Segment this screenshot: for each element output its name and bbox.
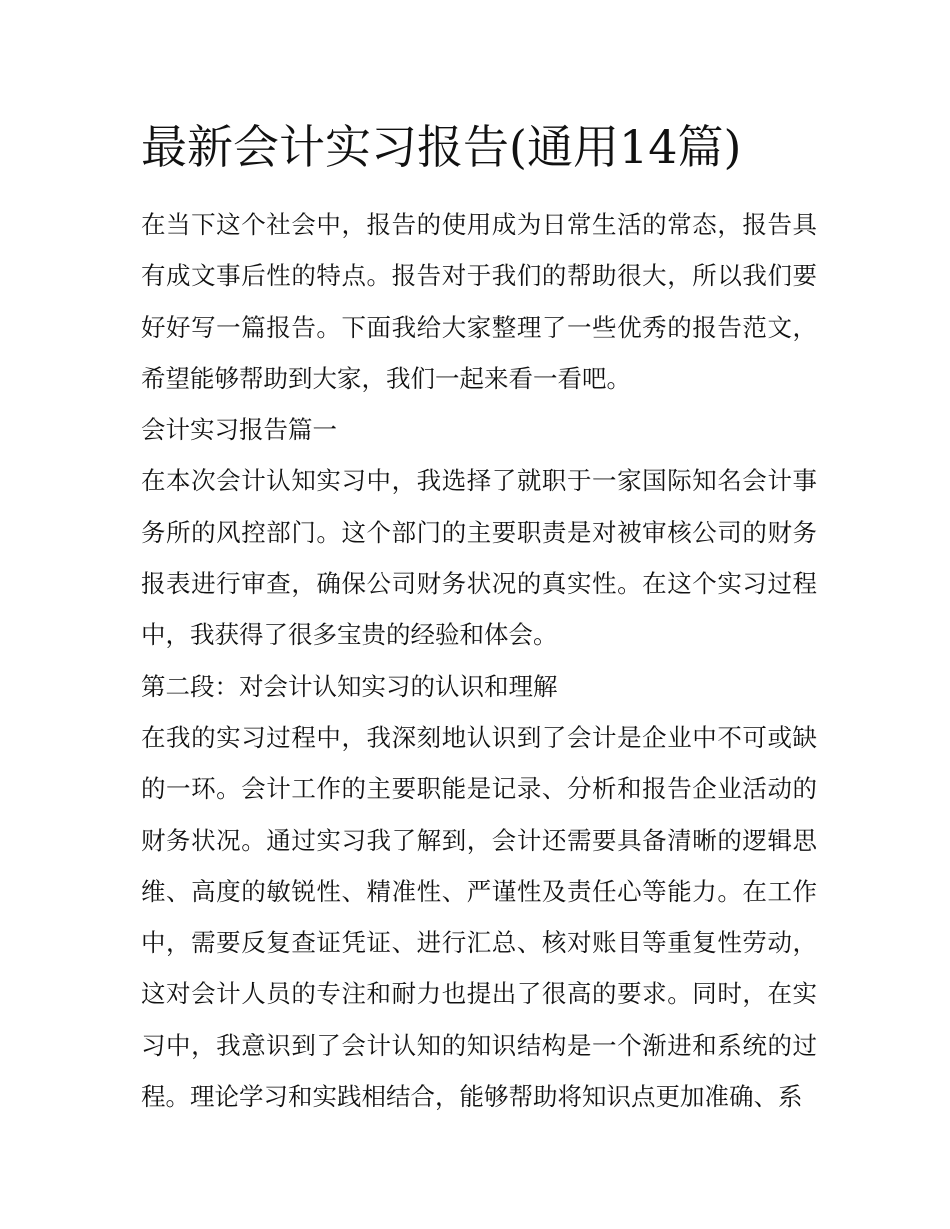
intro-paragraph: 在当下这个社会中，报告的使用成为日常生活的常态，报告具有成文事后性的特点。报告对于我们的帮助很大，所以我们要好好写一篇报告。下面我给大家整理了一些优秀的报告范文，希望能够帮助到大家，我们一起来看一看吧。 [141,210,817,393]
section-heading-part-one: 会计实习报告篇一 [141,415,337,445]
section-heading-part-two: 第二段：对会计认知实习的认识和理解 [141,671,558,701]
document-body [141,199,817,1122]
document-title: 最新会计实习报告(通用14篇) [141,120,742,174]
body-paragraph: 在我的实习过程中，我深刻地认识到了会计是企业中不可或缺的一环。会计工作的主要职能是记录、分析和报告企业活动的财务状况。通过实习我了解到，会计还需要具备清晰的逻辑思维、高度的敏锐性、精准性、严谨性及责任心等能力。在工作中，需要反复查证凭证、进行汇总、核对账目等重复性劳动，这对会计人员的专注和耐力也提出了很高的要求。同时，在实习中，我意识到了会计认知的知识结构是一个渐进和系统的过程。理论学习和实践相结合，能够帮助将知识点更加准确、系 [141,722,817,1112]
body-paragraph: 在本次会计认知实习中，我选择了就职于一家国际知名会计事务所的风控部门。这个部门的主要职责是对被审核公司的财务报表进行审查，确保公司财务状况的真实性。在这个实习过程中，我获得了很多宝贵的经验和体会。 [141,466,817,650]
